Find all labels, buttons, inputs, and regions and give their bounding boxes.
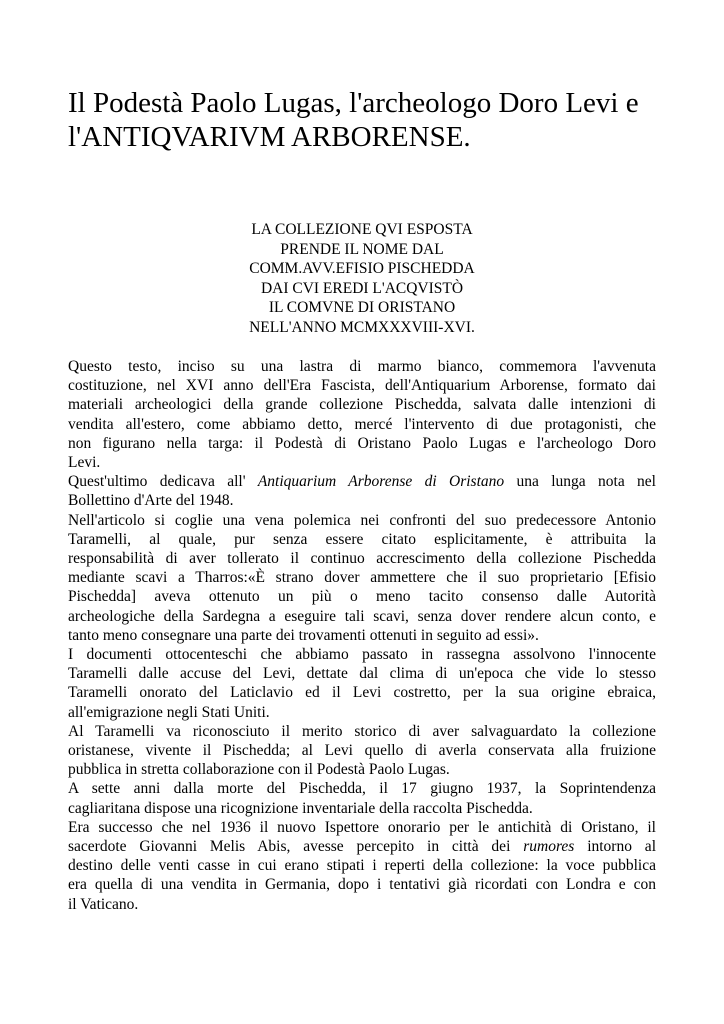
- text-line: il Vaticano.: [68, 895, 139, 913]
- text-line: era quella di una vendita in Germania, dopo i tentativi già ricordati con Londra e con: [68, 876, 656, 894]
- body-text: [68, 357, 656, 914]
- text-line: I documenti ottocenteschi che abbiamo passato in rassegna assolvono l'innocente: [68, 646, 656, 664]
- page-title: [68, 86, 668, 154]
- text-line: Levi.: [68, 454, 101, 472]
- text-line: Era successo che nel 1936 il nuovo Ispettore onorario per le antichità di Oristano, il: [68, 818, 656, 836]
- paragraph-5: [68, 722, 656, 780]
- text-line: cagliaritana dispose una ricognizione inventariale della raccolta Pischedda.: [68, 799, 533, 817]
- inscription-line: NELL'ANNO MCMXXXVIII-XVI.: [249, 318, 475, 336]
- text-line: responsabilità di aver tollerato il continuo accrescimento della collezione Pischedda: [68, 550, 656, 568]
- inscription-line: IL COMVNE DI ORISTANO: [268, 299, 456, 316]
- text-line: vendita all'estero, come abbiamo detto, mercé l'intervento di due protagonisti, che: [68, 415, 656, 433]
- paragraph-4: [68, 645, 656, 722]
- text-line: non figurano nella targa: il Podestà di Oristano Paolo Lugas e l'archeologo Doro: [68, 434, 656, 452]
- inscription-block: [0, 220, 724, 337]
- text-line: Taramelli dalle accuse del Levi, dettate dal clima di un'epoca che vide lo stesso: [68, 665, 656, 683]
- title-line-1: Il Podestà Paolo Lugas, l'archeologo Doro Levi e: [68, 87, 639, 119]
- text-line: archeologiche della Sardegna a eseguire tali scavi, senza dover rendere alcun conto, e: [68, 607, 656, 625]
- inscription-line: LA COLLEZIONE QVI ESPOSTA: [251, 221, 473, 238]
- text-segment: una lunga nota nel: [504, 473, 656, 491]
- text-line: Questo testo, inciso su una lastra di marmo bianco, commemora l'avvenuta: [68, 358, 656, 375]
- text-line: Nell'articolo si coglie una vena polemica nei confronti del suo predecessore Antonio: [68, 511, 656, 529]
- text-segment: Quest'ultimo dedicava all': [68, 473, 258, 491]
- paragraph-6: [68, 779, 656, 817]
- text-segment: intorno al: [574, 838, 656, 856]
- text-line: [68, 472, 656, 491]
- paragraph-3: [68, 511, 656, 645]
- text-line: Bollettino d'Arte del 1948.: [68, 492, 234, 510]
- text-line: destino delle venti casse in cui erano stipati i reperti della collezione: la voce pubblica: [68, 857, 656, 875]
- text-line: costituzione, nel XVI anno dell'Era Fascista, dell'Antiquarium Arborense, formato dai: [68, 377, 656, 395]
- inscription-line: COMM.AVV.EFISIO PISCHEDDA: [249, 260, 475, 277]
- italic-title: Antiquarium Arborense di Oristano: [257, 473, 505, 491]
- text-line: [68, 837, 656, 856]
- paragraph-7: [68, 818, 656, 914]
- text-line: mediante scavi a Tharros:«È strano dover ammettere che il suo proprietario [Efisio: [68, 569, 656, 587]
- italic-word: rumores: [523, 838, 575, 856]
- title-line-2: l'ANTIQVARIVM ARBORENSE.: [68, 121, 471, 153]
- text-line: tanto meno consegnare una parte dei trovamenti ottenuti in seguito ad essi».: [68, 626, 539, 644]
- text-line: Taramelli, al quale, pur senza essere citato esplicitamente, è attribuita la: [68, 530, 656, 548]
- text-line: all'emigrazione negli Stati Uniti.: [68, 703, 270, 721]
- text-segment: sacerdote Giovanni Melis Abis, avesse percepito in città dei: [68, 838, 524, 856]
- text-line: Pischedda] aveva ottenuto un più o meno tacito consenso dalle Autorità: [68, 588, 656, 606]
- paragraph-1: [68, 357, 656, 472]
- text-line: oristanese, vivente il Pischedda; al Levi quello di averla conservata alla fruizione: [68, 742, 656, 760]
- text-line: pubblica in stretta collaborazione con il Podestà Paolo Lugas.: [68, 761, 450, 779]
- text-line: Al Taramelli va riconosciuto il merito storico di aver salvaguardato la collezione: [68, 722, 656, 740]
- inscription-line: DAI CVI EREDI L'ACQVISTÒ: [260, 279, 464, 297]
- inscription-line: PRENDE IL NOME DAL: [280, 240, 444, 258]
- text-line: Taramelli onorato del Laticlavio ed il Levi costretto, per la sua origine ebraica,: [68, 684, 656, 702]
- paragraph-2: [68, 472, 656, 510]
- text-line: A sette anni dalla morte del Pischedda, il 17 giugno 1937, la Soprintendenza: [68, 780, 656, 798]
- text-line: materiali archeologici della grande collezione Pischedda, salvata dalle intenzioni di: [68, 396, 656, 414]
